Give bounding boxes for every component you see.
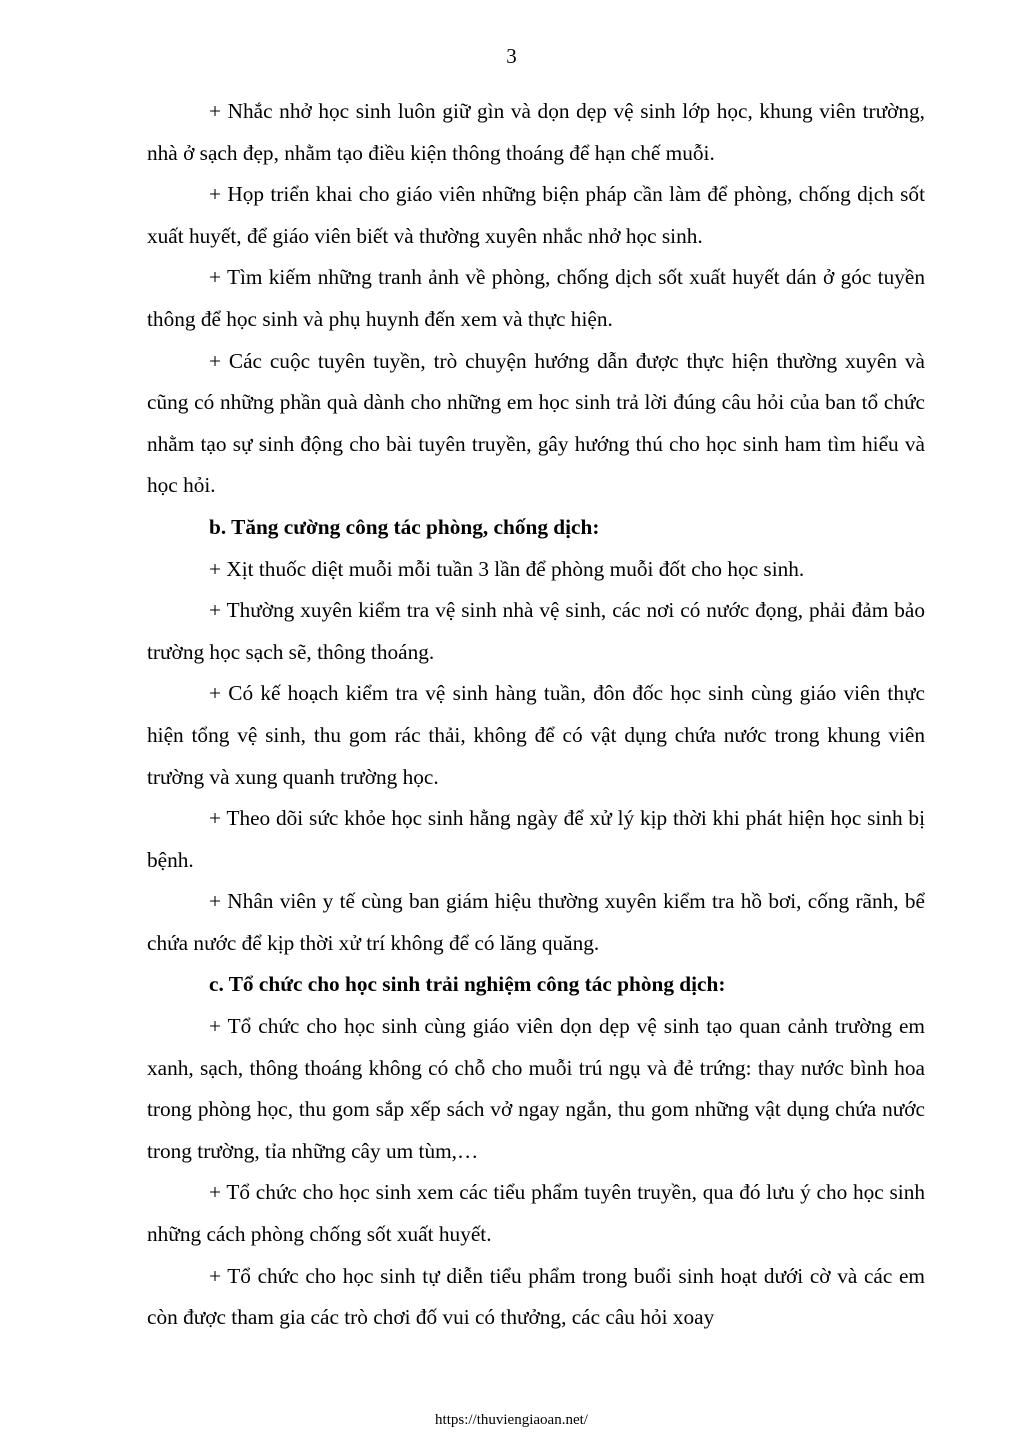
paragraph: + Họp triển khai cho giáo viên những biện pháp cần làm để phòng, chống dịch sốt xuất huyết, để giáo viên biết và thường xuyên nhắc nhở học sinh. (147, 182, 925, 248)
paragraph: + Nhân viên y tế cùng ban giám hiệu thường xuyên kiểm tra hồ bơi, cống rãnh, bể chứa nước để kịp thời xử trí không để có lăng quăng. (147, 889, 925, 955)
paragraph: + Tổ chức cho học sinh cùng giáo viên dọn dẹp vệ sinh tạo quan cảnh trường em xanh, sạch, thông thoáng không có chỗ cho muỗi trú ngụ và đẻ trứng: thay nước bình hoa trong phòng học, thu gom sắp xếp sách vở ngay ngắn, thu gom những vật dụng chứa nước trong trường, tỉa những cây um tùm,… (147, 1014, 925, 1163)
paragraph: + Tổ chức cho học sinh xem các tiểu phẩm tuyên truyền, qua đó lưu ý cho học sinh những cách phòng chống sốt xuất huyết. (147, 1180, 925, 1247)
paragraph: + Xịt thuốc diệt muỗi mỗi tuần 3 lần để phòng muỗi đốt cho học sinh. (209, 556, 805, 581)
section-heading-b: b. Tăng cường công tác phòng, chống dịch: (209, 514, 600, 539)
paragraph: + Nhắc nhở học sinh luôn giữ gìn và dọn dẹp vệ sinh lớp học, khung viên trường, nhà ở sạch đẹp, nhằm tạo điều kiện thông thoáng để hạn chế muỗi. (147, 99, 925, 165)
section-heading-c: c. Tổ chức cho học sinh trải nghiệm công tác phòng dịch: (209, 972, 726, 997)
paragraph: + Theo dõi sức khỏe học sinh hằng ngày để xử lý kịp thời khi phát hiện học sinh bị bệnh. (147, 806, 925, 872)
footer-url: https://thuviengiaoan.net/ (435, 1412, 588, 1428)
paragraph: + Thường xuyên kiểm tra vệ sinh nhà vệ sinh, các nơi có nước đọng, phải đảm bảo trường học sạch sẽ, thông thoáng. (147, 598, 925, 664)
paragraph: + Tìm kiếm những tranh ảnh về phòng, chống dịch sốt xuất huyết dán ở góc tuyền thông để học sinh và phụ huynh đến xem và thực hiện. (147, 265, 925, 331)
document-body (147, 91, 925, 1339)
paragraph: + Có kế hoạch kiểm tra vệ sinh hàng tuần, đôn đốc học sinh cùng giáo viên thực hiện tổng vệ sinh, thu gom rác thải, không để có vật dụng chứa nước trong khung viên trường và xung quanh trường học. (147, 681, 925, 789)
paragraph: + Các cuộc tuyên tuyền, trò chuyện hướng dẫn được thực hiện thường xuyên và cũng có những phần quà dành cho những em học sinh trả lời đúng câu hỏi của ban tổ chức nhằm tạo sự sinh động cho bài tuyên truyền, gây hướng thú cho học sinh ham tìm hiểu và học hỏi. (147, 348, 925, 498)
page-number: 3 (506, 44, 517, 68)
paragraph: + Tổ chức cho học sinh tự diễn tiểu phẩm trong buổi sinh hoạt dưới cờ và các em còn được tham gia các trò chơi đố vui có thưởng, các câu hỏi xoay (147, 1263, 925, 1330)
